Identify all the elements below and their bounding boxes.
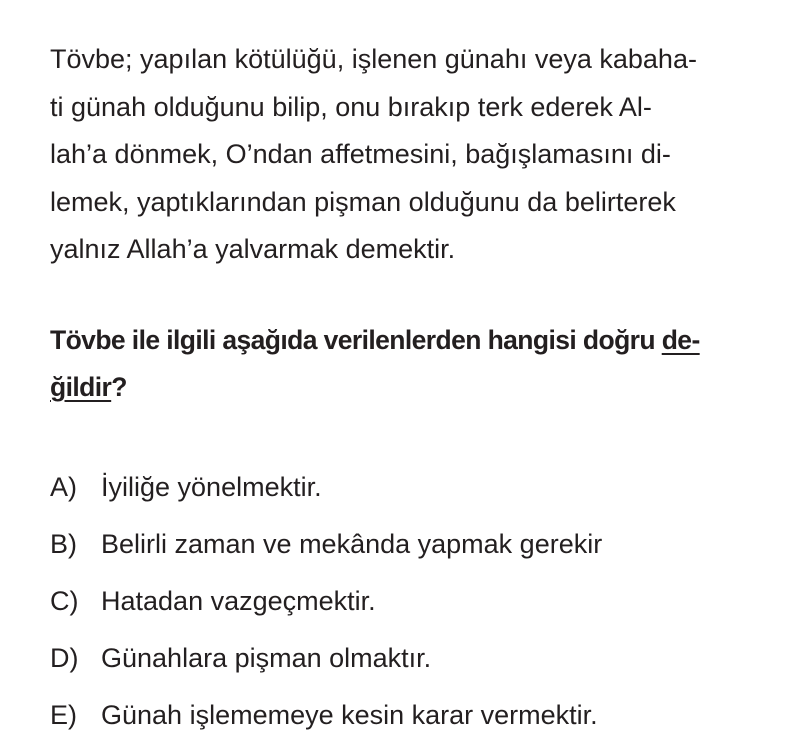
question-text: Tövbe ile ilgili aşağıda verilenlerden hangisi doğru (50, 324, 662, 355)
option-letter: D) (50, 642, 79, 673)
passage (50, 36, 771, 274)
option-text: Belirli zaman ve mekânda yapmak gerekir (101, 528, 603, 559)
option-text: Günah işlememeye kesin karar vermektir. (101, 699, 598, 730)
question-line (50, 317, 771, 364)
question-mark: ? (111, 371, 127, 402)
option-letter: B) (50, 528, 77, 559)
option-a[interactable] (50, 459, 771, 516)
question-stem (50, 317, 771, 411)
option-text: İyiliğe yönelmektir. (101, 471, 322, 502)
option-d[interactable] (50, 630, 771, 687)
answer-options (50, 459, 771, 744)
passage-line: yalnız Allah’a yalvarmak demektir. (50, 234, 456, 264)
option-c[interactable] (50, 573, 771, 630)
underlined-word-part: ğildir (50, 371, 112, 402)
question-line (50, 364, 771, 411)
passage-line: lemek, yaptıklarından pişman olduğunu da belirterek (50, 186, 676, 217)
option-b[interactable] (50, 516, 771, 573)
passage-line: lah’a dönmek, O’ndan affetmesini, bağışlamasını di- (50, 139, 671, 169)
option-letter: C) (50, 585, 79, 616)
option-text: Hatadan vazgeçmektir. (101, 585, 376, 616)
option-text: Günahlara pişman olmaktır. (101, 642, 432, 673)
option-letter: A) (50, 471, 77, 502)
option-letter: E) (50, 699, 77, 730)
passage-line: ti günah olduğunu bilip, onu bırakıp terk ederek Al- (50, 91, 652, 122)
underlined-word-part: de- (661, 324, 700, 355)
passage-line: Tövbe; yapılan kötülüğü, işlenen günahı veya kabaha- (50, 44, 697, 74)
